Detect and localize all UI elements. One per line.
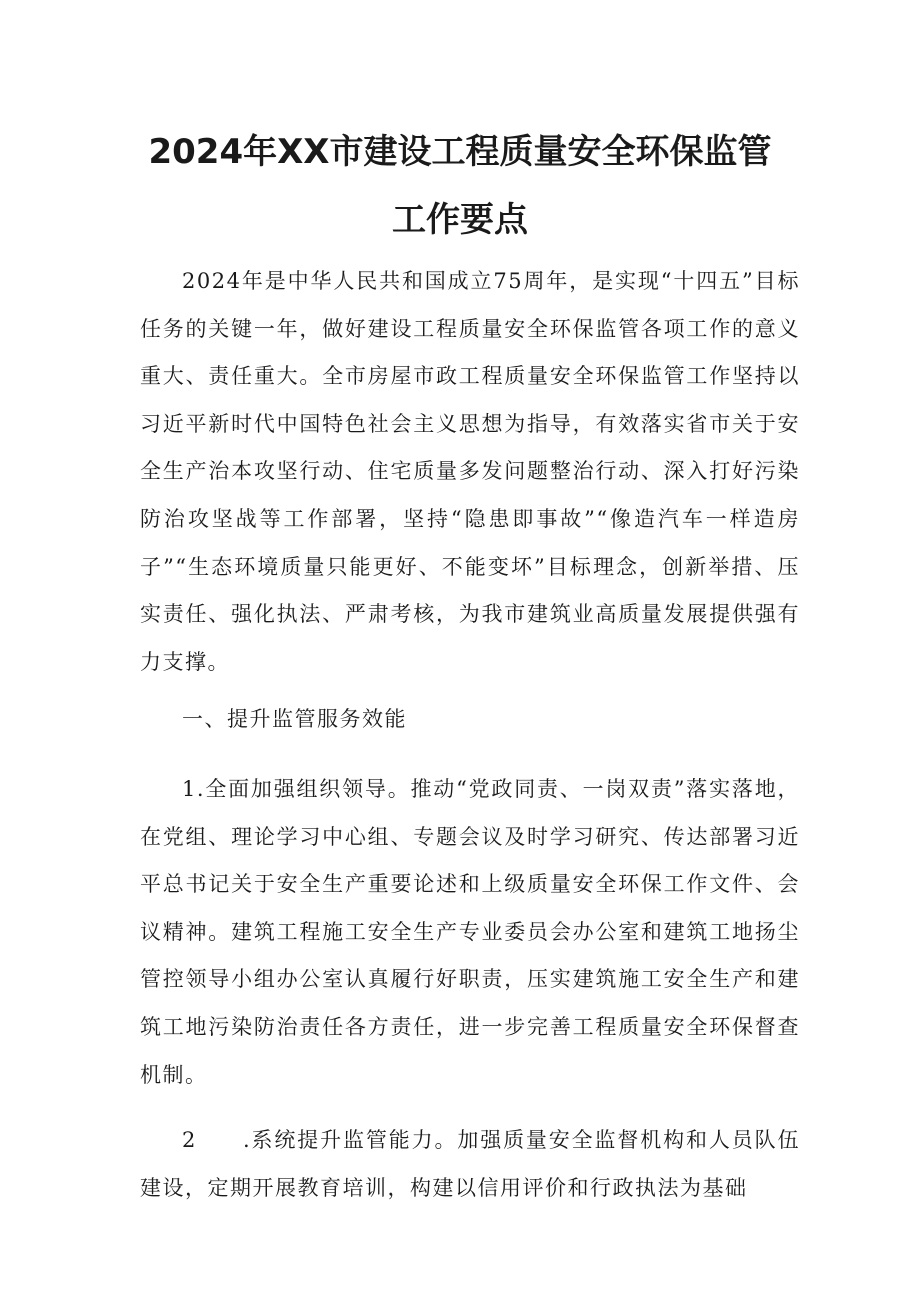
list-item-1: 1.全面加强组织领导。推动“党政同责、一岗双责”落实落地，在党组、理论学习中心组、专题会议及时学习研究、传达部署习近平总书记关于安全生产重要论述和上级质量安全环保工作文件、会议精神。建筑工程施工安全生产专业委员会办公室和建筑工地扬尘管控领导小组办公室认真履行好职责，压实建筑施工安全生产和建筑工地污染防治责任各方责任，进一步完善工程质量安全环保督查机制。 — [140, 777, 800, 1087]
document-title-line-1: 2024年XX市建设工程质量安全环保监管 — [148, 132, 772, 172]
intro-paragraph: 2024年是中华人民共和国成立75周年，是实现“十四五”目标任务的关键一年，做好建设工程质量安全环保监管各项工作的意义重大、责任重大。全市房屋市政工程质量安全环保监管工作坚持以习近平新时代中国特色社会主义思想为指导，有效落实省市关于安全生产治本攻坚行动、住宅质量多发问题整治行动、深入打好污染防治攻坚战等工作部署，坚持“隐患即事故”“像造汽车一样造房子”“生态环境质量只能更好、不能变坏”目标理念，创新举措、压实责任、强化执法、严肃考核，为我市建筑业高质量发展提供强有力支撑。 — [140, 269, 800, 674]
section-heading-1: 一、提升监管服务效能 — [182, 707, 407, 731]
list-item-2: 2 .系统提升监管能力。加强质量安全监督机构和人员队伍建设，定期开展教育培训，构建以信用评价和行政执法为基础 — [140, 1128, 800, 1200]
document-title-line-2: 工作要点 — [392, 200, 528, 240]
